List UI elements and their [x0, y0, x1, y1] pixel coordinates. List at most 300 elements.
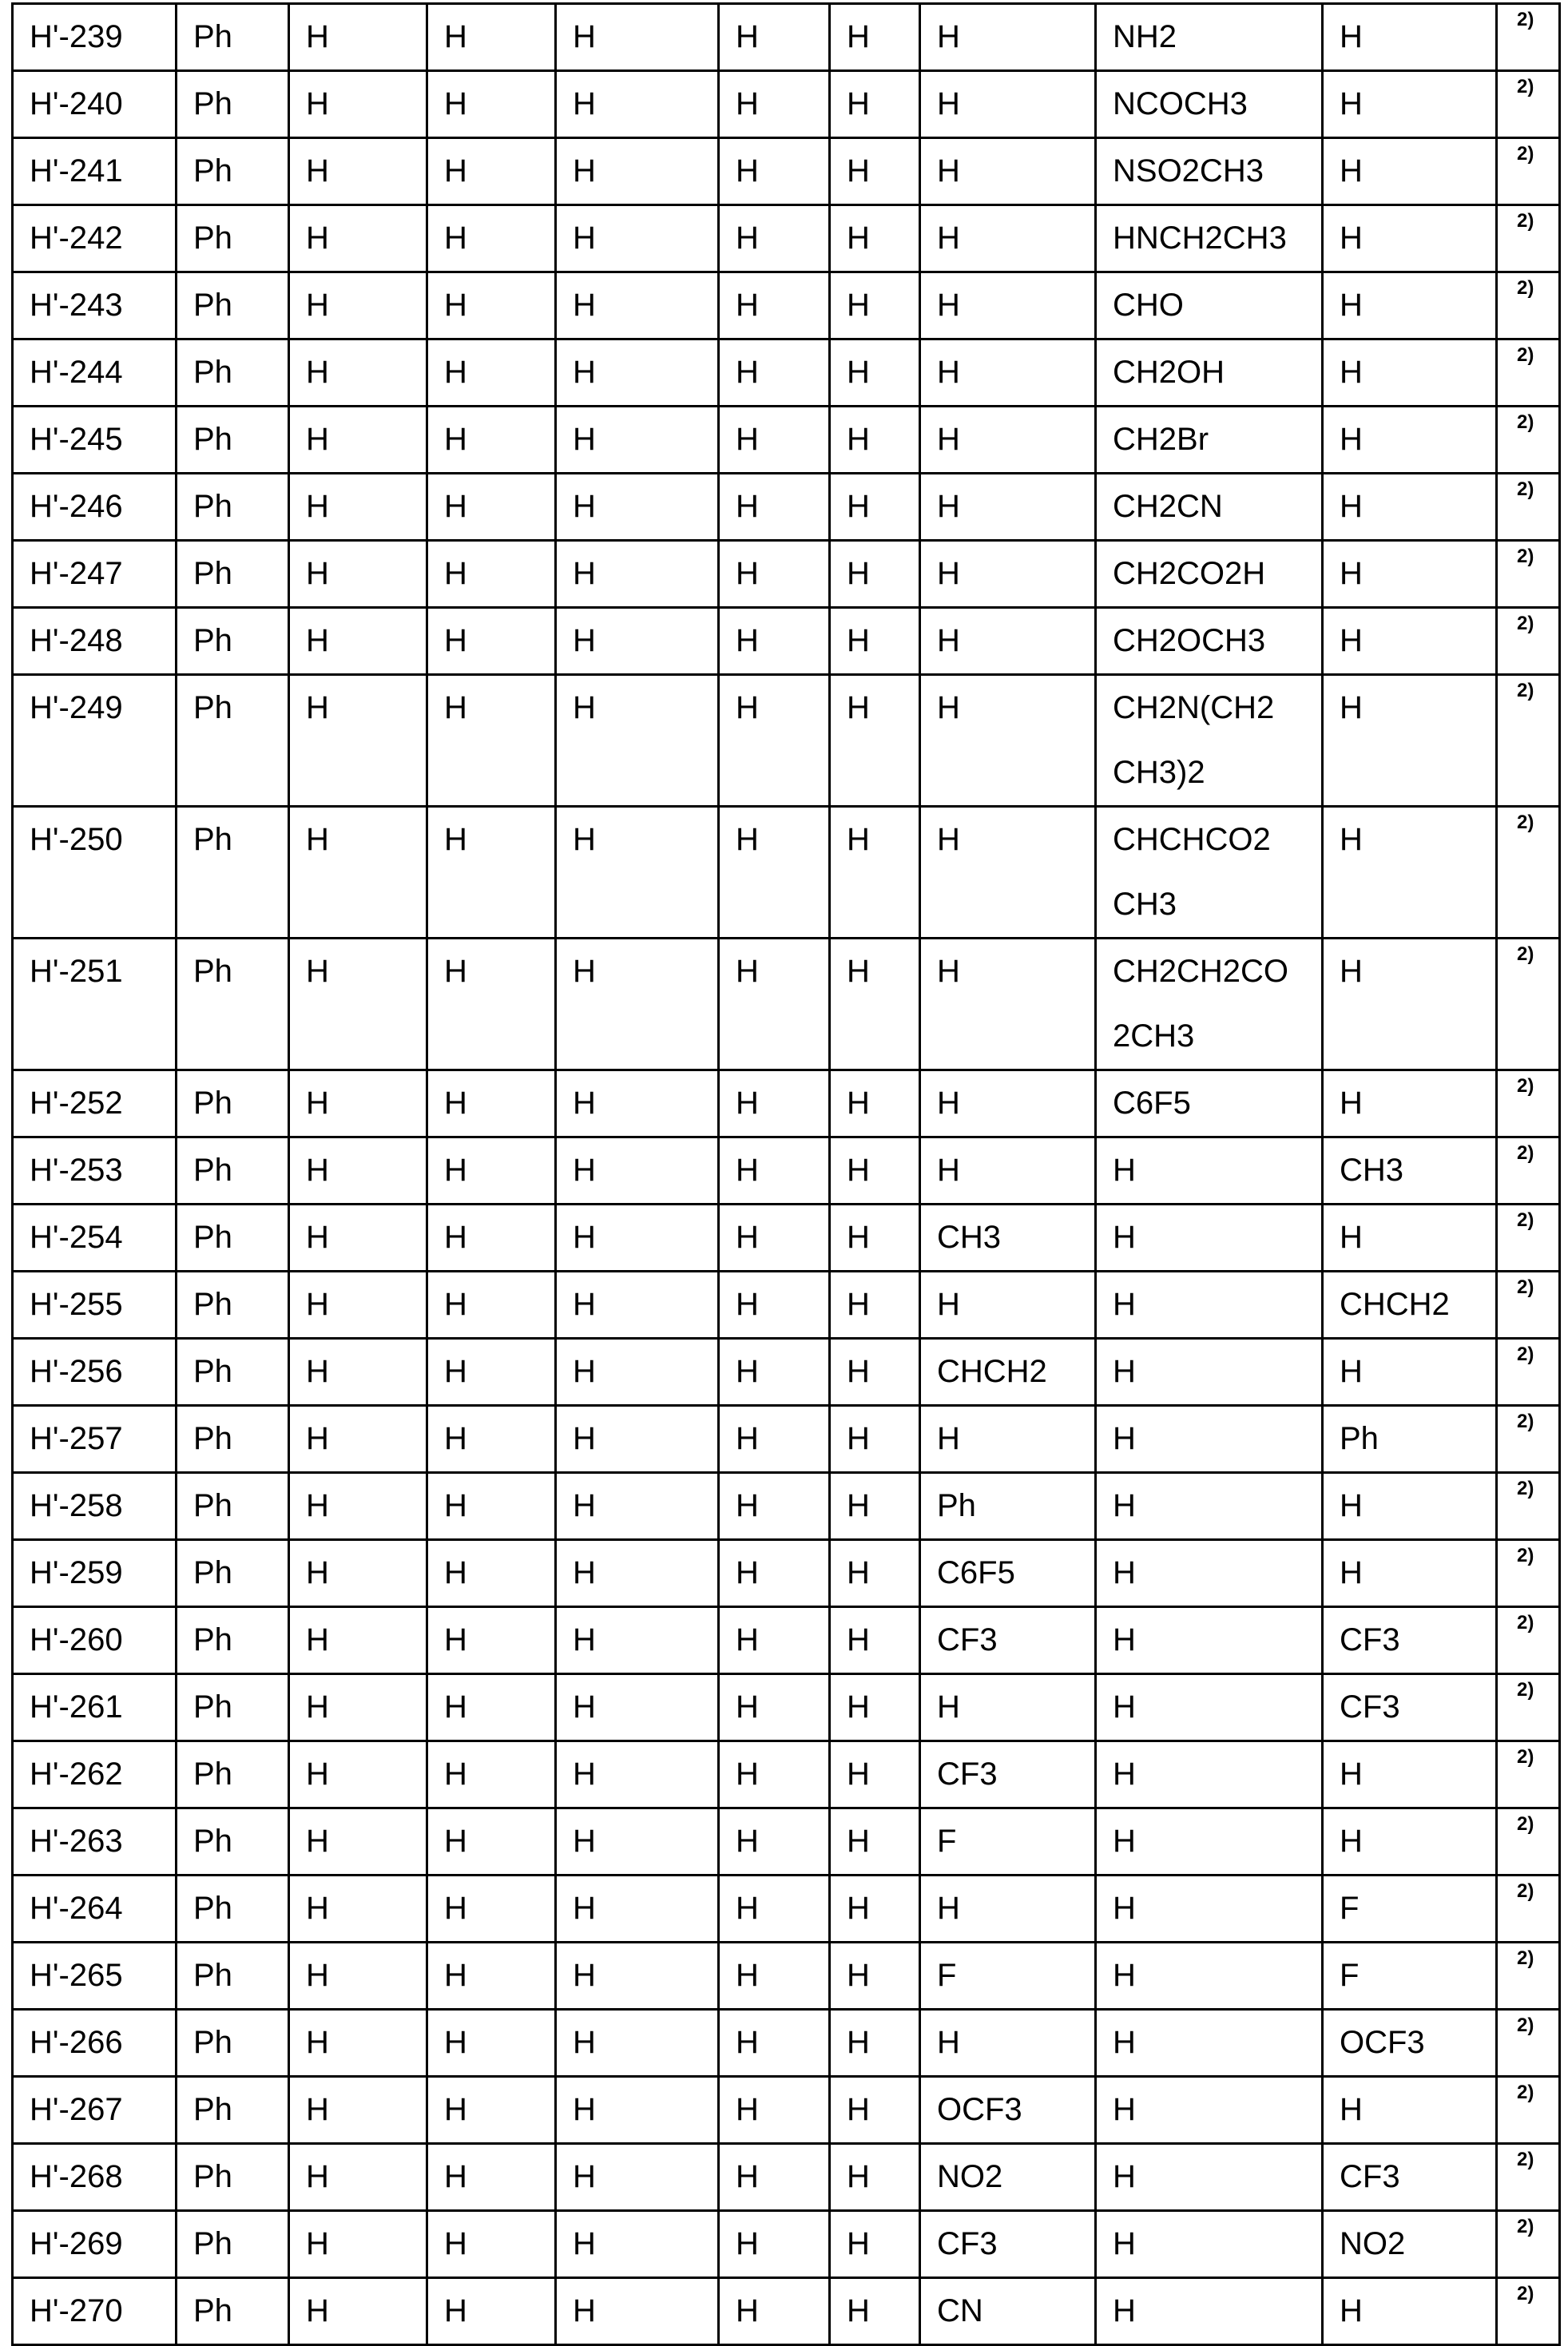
substituent-1: Ph	[177, 1406, 289, 1473]
compound-id: H'-260	[13, 1607, 177, 1674]
substituent-8: NH2	[1096, 4, 1323, 71]
substituent-3: H	[427, 1808, 556, 1876]
table-row	[13, 608, 1560, 675]
substituent-1: Ph	[177, 1339, 289, 1406]
footnote-ref: 2)	[1497, 1070, 1560, 1137]
table-row	[13, 1070, 1560, 1137]
substituent-8: H	[1096, 2144, 1323, 2211]
table-row	[13, 1473, 1560, 1540]
substituent-9: H	[1323, 1339, 1497, 1406]
substituent-8: NSO2CH3	[1096, 138, 1323, 205]
substituent-6: H	[830, 1406, 920, 1473]
substituent-1: Ph	[177, 2144, 289, 2211]
compound-id: H'-261	[13, 1674, 177, 1741]
table-row	[13, 138, 1560, 205]
substituent-7: CF3	[920, 1607, 1096, 1674]
substituent-5: H	[719, 675, 830, 807]
substituent-2: H	[289, 205, 427, 272]
substituent-2: H	[289, 2144, 427, 2211]
compound-id: H'-256	[13, 1339, 177, 1406]
compound-table	[11, 2, 1561, 2346]
substituent-1: Ph	[177, 407, 289, 474]
table-row	[13, 2077, 1560, 2144]
substituent-5: H	[719, 1137, 830, 1205]
substituent-2: H	[289, 608, 427, 675]
substituent-1: Ph	[177, 71, 289, 138]
compound-id: H'-251	[13, 939, 177, 1070]
substituent-3: H	[427, 2077, 556, 2144]
substituent-3: H	[427, 272, 556, 339]
substituent-4: H	[556, 2077, 719, 2144]
substituent-6: H	[830, 1540, 920, 1607]
substituent-8: NCOCH3	[1096, 71, 1323, 138]
footnote-ref: 2)	[1497, 541, 1560, 608]
substituent-4: H	[556, 1406, 719, 1473]
compound-id: H'-247	[13, 541, 177, 608]
substituent-3: H	[427, 205, 556, 272]
table-row	[13, 1540, 1560, 1607]
substituent-6: H	[830, 939, 920, 1070]
substituent-5: H	[719, 2010, 830, 2077]
substituent-6: H	[830, 272, 920, 339]
substituent-7: H	[920, 1137, 1096, 1205]
substituent-9: H	[1323, 71, 1497, 138]
substituent-8: H	[1096, 2010, 1323, 2077]
substituent-7: F	[920, 1808, 1096, 1876]
table-row	[13, 272, 1560, 339]
table-row	[13, 1876, 1560, 1943]
substituent-5: H	[719, 1876, 830, 1943]
substituent-9: CF3	[1323, 1607, 1497, 1674]
substituent-9: CF3	[1323, 1674, 1497, 1741]
substituent-9: CHCH2	[1323, 1272, 1497, 1339]
compound-id: H'-259	[13, 1540, 177, 1607]
substituent-5: H	[719, 1406, 830, 1473]
substituent-8: H	[1096, 1339, 1323, 1406]
substituent-8: H	[1096, 2077, 1323, 2144]
substituent-6: H	[830, 1674, 920, 1741]
substituent-8: H	[1096, 1876, 1323, 1943]
substituent-9: H	[1323, 1205, 1497, 1272]
table-row	[13, 1137, 1560, 1205]
footnote-ref: 2)	[1497, 407, 1560, 474]
substituent-5: H	[719, 1674, 830, 1741]
substituent-7: H	[920, 1272, 1096, 1339]
substituent-8: CH2OH	[1096, 339, 1323, 407]
substituent-1: Ph	[177, 1607, 289, 1674]
compound-id: H'-268	[13, 2144, 177, 2211]
footnote-ref: 2)	[1497, 675, 1560, 807]
substituent-9: H	[1323, 272, 1497, 339]
substituent-5: H	[719, 1741, 830, 1808]
footnote-ref: 2)	[1497, 71, 1560, 138]
compound-id: H'-252	[13, 1070, 177, 1137]
substituent-7: H	[920, 1876, 1096, 1943]
substituent-9: H	[1323, 1540, 1497, 1607]
substituent-6: H	[830, 1473, 920, 1540]
substituent-4: H	[556, 1607, 719, 1674]
substituent-1: Ph	[177, 541, 289, 608]
substituent-5: H	[719, 474, 830, 541]
substituent-9: H	[1323, 4, 1497, 71]
substituent-2: H	[289, 71, 427, 138]
substituent-5: H	[719, 541, 830, 608]
substituent-7: CH3	[920, 1205, 1096, 1272]
substituent-1: Ph	[177, 1674, 289, 1741]
substituent-3: H	[427, 1674, 556, 1741]
table-row	[13, 205, 1560, 272]
substituent-4: H	[556, 1674, 719, 1741]
substituent-5: H	[719, 205, 830, 272]
compound-id: H'-239	[13, 4, 177, 71]
compound-id: H'-243	[13, 272, 177, 339]
substituent-5: H	[719, 2144, 830, 2211]
substituent-4: H	[556, 2144, 719, 2211]
substituent-9: H	[1323, 205, 1497, 272]
table-row	[13, 939, 1560, 1070]
compound-id: H'-249	[13, 675, 177, 807]
substituent-8: CH2Br	[1096, 407, 1323, 474]
substituent-1: Ph	[177, 4, 289, 71]
substituent-7: H	[920, 2010, 1096, 2077]
compound-id: H'-253	[13, 1137, 177, 1205]
table-row	[13, 1272, 1560, 1339]
table-row	[13, 1943, 1560, 2010]
substituent-8: CHCHCO2 CH3	[1096, 807, 1323, 939]
substituent-2: H	[289, 1876, 427, 1943]
table-row	[13, 1205, 1560, 1272]
substituent-2: H	[289, 2010, 427, 2077]
footnote-ref: 2)	[1497, 205, 1560, 272]
substituent-5: H	[719, 807, 830, 939]
substituent-6: H	[830, 1808, 920, 1876]
substituent-5: H	[719, 138, 830, 205]
substituent-6: H	[830, 1741, 920, 1808]
substituent-4: H	[556, 4, 719, 71]
substituent-3: H	[427, 1272, 556, 1339]
substituent-2: H	[289, 272, 427, 339]
substituent-2: H	[289, 474, 427, 541]
compound-id: H'-265	[13, 1943, 177, 2010]
substituent-9: H	[1323, 807, 1497, 939]
substituent-7: H	[920, 807, 1096, 939]
substituent-9: H	[1323, 1070, 1497, 1137]
substituent-9: F	[1323, 1876, 1497, 1943]
substituent-7: OCF3	[920, 2077, 1096, 2144]
substituent-4: H	[556, 1205, 719, 1272]
substituent-4: H	[556, 474, 719, 541]
substituent-8: H	[1096, 1741, 1323, 1808]
footnote-ref: 2)	[1497, 1339, 1560, 1406]
substituent-3: H	[427, 339, 556, 407]
substituent-6: H	[830, 1272, 920, 1339]
substituent-1: Ph	[177, 807, 289, 939]
substituent-8: H	[1096, 1473, 1323, 1540]
substituent-6: H	[830, 2278, 920, 2345]
substituent-2: H	[289, 1808, 427, 1876]
substituent-1: Ph	[177, 2278, 289, 2345]
substituent-2: H	[289, 1473, 427, 1540]
compound-id: H'-264	[13, 1876, 177, 1943]
substituent-5: H	[719, 1808, 830, 1876]
substituent-2: H	[289, 1607, 427, 1674]
table-body	[13, 4, 1560, 2345]
substituent-1: Ph	[177, 474, 289, 541]
substituent-9: H	[1323, 608, 1497, 675]
compound-id: H'-246	[13, 474, 177, 541]
substituent-7: H	[920, 71, 1096, 138]
substituent-3: H	[427, 407, 556, 474]
substituent-7: CN	[920, 2278, 1096, 2345]
substituent-1: Ph	[177, 675, 289, 807]
footnote-ref: 2)	[1497, 1272, 1560, 1339]
substituent-6: H	[830, 339, 920, 407]
table-row	[13, 1741, 1560, 1808]
substituent-2: H	[289, 939, 427, 1070]
substituent-6: H	[830, 1876, 920, 1943]
substituent-6: H	[830, 1205, 920, 1272]
substituent-2: H	[289, 1137, 427, 1205]
substituent-6: H	[830, 1607, 920, 1674]
substituent-1: Ph	[177, 1272, 289, 1339]
footnote-ref: 2)	[1497, 608, 1560, 675]
table-row	[13, 1808, 1560, 1876]
footnote-ref: 2)	[1497, 1406, 1560, 1473]
substituent-5: H	[719, 939, 830, 1070]
substituent-1: Ph	[177, 339, 289, 407]
substituent-5: H	[719, 2077, 830, 2144]
substituent-3: H	[427, 2010, 556, 2077]
substituent-2: H	[289, 541, 427, 608]
substituent-7: H	[920, 541, 1096, 608]
substituent-8: CH2CH2CO 2CH3	[1096, 939, 1323, 1070]
substituent-6: H	[830, 1339, 920, 1406]
substituent-1: Ph	[177, 205, 289, 272]
footnote-ref: 2)	[1497, 474, 1560, 541]
footnote-ref: 2)	[1497, 1205, 1560, 1272]
substituent-4: H	[556, 2211, 719, 2278]
table-row	[13, 1674, 1560, 1741]
substituent-9: H	[1323, 1808, 1497, 1876]
substituent-5: H	[719, 1339, 830, 1406]
compound-id: H'-270	[13, 2278, 177, 2345]
substituent-2: H	[289, 1070, 427, 1137]
table-row	[13, 474, 1560, 541]
substituent-8: H	[1096, 1943, 1323, 2010]
footnote-ref: 2)	[1497, 2211, 1560, 2278]
substituent-2: H	[289, 807, 427, 939]
substituent-3: H	[427, 541, 556, 608]
substituent-9: CF3	[1323, 2144, 1497, 2211]
substituent-6: H	[830, 675, 920, 807]
substituent-8: CH2N(CH2 CH3)2	[1096, 675, 1323, 807]
substituent-2: H	[289, 1741, 427, 1808]
substituent-8: H	[1096, 1607, 1323, 1674]
substituent-6: H	[830, 807, 920, 939]
substituent-4: H	[556, 675, 719, 807]
substituent-4: H	[556, 2010, 719, 2077]
substituent-9: CH3	[1323, 1137, 1497, 1205]
substituent-4: H	[556, 2278, 719, 2345]
footnote-ref: 2)	[1497, 1540, 1560, 1607]
substituent-4: H	[556, 541, 719, 608]
substituent-7: CF3	[920, 1741, 1096, 1808]
substituent-5: H	[719, 1272, 830, 1339]
substituent-8: HNCH2CH3	[1096, 205, 1323, 272]
substituent-5: H	[719, 4, 830, 71]
compound-id: H'-242	[13, 205, 177, 272]
substituent-6: H	[830, 474, 920, 541]
substituent-8: CHO	[1096, 272, 1323, 339]
footnote-ref: 2)	[1497, 1137, 1560, 1205]
substituent-3: H	[427, 2278, 556, 2345]
substituent-7: H	[920, 474, 1096, 541]
substituent-7: C6F5	[920, 1540, 1096, 1607]
substituent-3: H	[427, 939, 556, 1070]
substituent-7: H	[920, 138, 1096, 205]
substituent-3: H	[427, 2144, 556, 2211]
substituent-7: H	[920, 1070, 1096, 1137]
substituent-2: H	[289, 1674, 427, 1741]
table-row	[13, 407, 1560, 474]
substituent-4: H	[556, 339, 719, 407]
substituent-5: H	[719, 272, 830, 339]
substituent-3: H	[427, 1607, 556, 1674]
compound-id: H'-266	[13, 2010, 177, 2077]
substituent-6: H	[830, 608, 920, 675]
substituent-1: Ph	[177, 1473, 289, 1540]
compound-id: H'-240	[13, 71, 177, 138]
substituent-4: H	[556, 1741, 719, 1808]
substituent-8: H	[1096, 1674, 1323, 1741]
substituent-8: H	[1096, 1406, 1323, 1473]
substituent-1: Ph	[177, 1943, 289, 2010]
substituent-9: H	[1323, 541, 1497, 608]
footnote-ref: 2)	[1497, 138, 1560, 205]
substituent-4: H	[556, 1808, 719, 1876]
substituent-6: H	[830, 407, 920, 474]
footnote-ref: 2)	[1497, 272, 1560, 339]
substituent-1: Ph	[177, 1205, 289, 1272]
substituent-8: C6F5	[1096, 1070, 1323, 1137]
compound-id: H'-248	[13, 608, 177, 675]
substituent-1: Ph	[177, 272, 289, 339]
substituent-9: NO2	[1323, 2211, 1497, 2278]
substituent-3: H	[427, 1473, 556, 1540]
substituent-1: Ph	[177, 138, 289, 205]
substituent-1: Ph	[177, 1741, 289, 1808]
compound-id: H'-263	[13, 1808, 177, 1876]
substituent-1: Ph	[177, 1876, 289, 1943]
substituent-2: H	[289, 675, 427, 807]
substituent-3: H	[427, 1406, 556, 1473]
substituent-8: H	[1096, 1137, 1323, 1205]
substituent-3: H	[427, 2211, 556, 2278]
table-row	[13, 2144, 1560, 2211]
substituent-4: H	[556, 1137, 719, 1205]
substituent-8: H	[1096, 1205, 1323, 1272]
substituent-1: Ph	[177, 2010, 289, 2077]
substituent-7: NO2	[920, 2144, 1096, 2211]
table-row	[13, 2211, 1560, 2278]
substituent-7: H	[920, 407, 1096, 474]
footnote-ref: 2)	[1497, 1741, 1560, 1808]
substituent-1: Ph	[177, 2211, 289, 2278]
substituent-9: H	[1323, 339, 1497, 407]
substituent-6: H	[830, 4, 920, 71]
substituent-5: H	[719, 1473, 830, 1540]
substituent-7: H	[920, 1406, 1096, 1473]
compound-id: H'-262	[13, 1741, 177, 1808]
substituent-9: H	[1323, 2278, 1497, 2345]
substituent-5: H	[719, 2211, 830, 2278]
substituent-6: H	[830, 2010, 920, 2077]
substituent-3: H	[427, 4, 556, 71]
substituent-4: H	[556, 272, 719, 339]
substituent-1: Ph	[177, 1137, 289, 1205]
substituent-9: F	[1323, 1943, 1497, 2010]
substituent-6: H	[830, 2211, 920, 2278]
substituent-3: H	[427, 1540, 556, 1607]
substituent-4: H	[556, 939, 719, 1070]
substituent-5: H	[719, 1943, 830, 2010]
substituent-5: H	[719, 608, 830, 675]
substituent-9: H	[1323, 2077, 1497, 2144]
substituent-6: H	[830, 541, 920, 608]
table-row	[13, 1406, 1560, 1473]
substituent-1: Ph	[177, 2077, 289, 2144]
substituent-4: H	[556, 1473, 719, 1540]
compound-id: H'-269	[13, 2211, 177, 2278]
substituent-3: H	[427, 138, 556, 205]
substituent-2: H	[289, 1205, 427, 1272]
substituent-6: H	[830, 205, 920, 272]
table-row	[13, 4, 1560, 71]
substituent-9: OCF3	[1323, 2010, 1497, 2077]
compound-id: H'-267	[13, 2077, 177, 2144]
substituent-9: H	[1323, 407, 1497, 474]
substituent-4: H	[556, 1339, 719, 1406]
substituent-3: H	[427, 807, 556, 939]
substituent-2: H	[289, 2211, 427, 2278]
substituent-3: H	[427, 1205, 556, 1272]
compound-id: H'-257	[13, 1406, 177, 1473]
substituent-7: H	[920, 1674, 1096, 1741]
substituent-4: H	[556, 407, 719, 474]
substituent-6: H	[830, 1070, 920, 1137]
substituent-8: H	[1096, 2278, 1323, 2345]
substituent-7: CF3	[920, 2211, 1096, 2278]
compound-id: H'-244	[13, 339, 177, 407]
substituent-3: H	[427, 1876, 556, 1943]
substituent-7: Ph	[920, 1473, 1096, 1540]
substituent-2: H	[289, 1943, 427, 2010]
table-row	[13, 2010, 1560, 2077]
substituent-7: CHCH2	[920, 1339, 1096, 1406]
substituent-8: H	[1096, 1540, 1323, 1607]
substituent-8: H	[1096, 1272, 1323, 1339]
footnote-ref: 2)	[1497, 4, 1560, 71]
substituent-9: H	[1323, 474, 1497, 541]
substituent-5: H	[719, 71, 830, 138]
substituent-7: H	[920, 675, 1096, 807]
footnote-ref: 2)	[1497, 339, 1560, 407]
compound-id: H'-258	[13, 1473, 177, 1540]
footnote-ref: 2)	[1497, 1808, 1560, 1876]
substituent-2: H	[289, 2077, 427, 2144]
substituent-4: H	[556, 138, 719, 205]
substituent-4: H	[556, 1876, 719, 1943]
